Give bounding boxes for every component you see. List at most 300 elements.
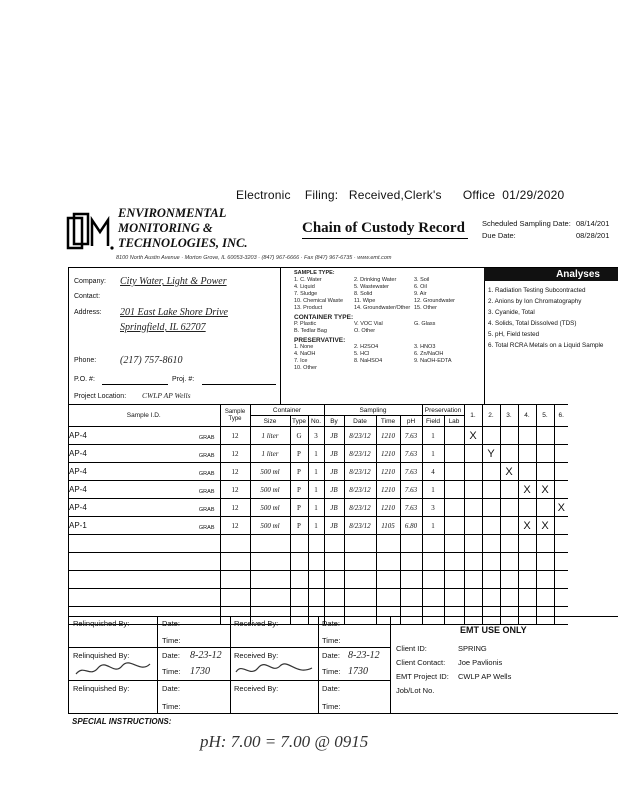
- sample-id-cell: [68, 499, 220, 517]
- empty-cell: [344, 571, 376, 589]
- divider: [390, 616, 391, 714]
- table-row: [68, 589, 568, 607]
- analysis-mark: [518, 427, 536, 445]
- legend-item: 8. NaHSO4: [354, 358, 383, 364]
- date-label: Date:: [322, 651, 340, 660]
- footer-top-rule: [68, 616, 618, 617]
- legend-item: 9. NaOH-EDTA: [414, 358, 452, 364]
- time-label: Time:: [322, 667, 341, 676]
- empty-cell: [554, 535, 568, 553]
- analysis-item: 2. Anions by Ion Chromatography: [488, 298, 582, 305]
- cell-ph: 7.63: [400, 463, 422, 481]
- sample-table: [68, 404, 568, 625]
- cell-ctype: P: [290, 445, 308, 463]
- analysis-mark: [536, 499, 554, 517]
- empty-cell: [250, 553, 290, 571]
- table-row: [68, 535, 568, 553]
- legend-item: 11. Wipe: [354, 298, 376, 304]
- cell-field: 1: [422, 517, 444, 535]
- legend-item: 10. Other: [294, 365, 317, 371]
- analysis-item: 1. Radiation Testing Subcontracted: [488, 287, 586, 294]
- cell-size: 1 liter: [250, 427, 290, 445]
- table-row: [68, 571, 568, 589]
- cell-no: 1: [308, 517, 324, 535]
- relinquished-time-value: 1730: [190, 666, 210, 677]
- phone-value: (217) 757-8610: [120, 355, 183, 366]
- legend-item: 7. Sludge: [294, 291, 318, 297]
- date-label: Date:: [322, 619, 340, 628]
- sample-type-legend: [294, 270, 464, 372]
- analysis-mark: X: [500, 463, 518, 481]
- sample-id-cell: [68, 481, 220, 499]
- cell-ctype: P: [290, 481, 308, 499]
- signature-icon: [232, 660, 316, 680]
- col-ph: pH: [400, 416, 422, 427]
- analysis-mark: X: [536, 481, 554, 499]
- cell-stype: 12: [220, 499, 250, 517]
- location-value: CWLP AP Wells: [142, 391, 191, 400]
- empty-cell: [68, 535, 220, 553]
- cell-date: 8/23/12: [344, 499, 376, 517]
- cell-ph: 7.63: [400, 427, 422, 445]
- cell-field: 4: [422, 463, 444, 481]
- col-analysis-3: 3.: [500, 405, 518, 427]
- analysis-mark: [554, 427, 568, 445]
- received-date-value: 8-23-12: [348, 650, 380, 661]
- legend-item: 1. None: [294, 344, 314, 350]
- signature-icon: [70, 660, 156, 680]
- analysis-mark: [536, 427, 554, 445]
- analysis-mark: [482, 517, 500, 535]
- empty-cell: [250, 571, 290, 589]
- cell-by: JB: [324, 499, 344, 517]
- cell-ctype: P: [290, 463, 308, 481]
- emt-logo-icon: [66, 212, 114, 252]
- cell-lab: [444, 481, 464, 499]
- sample-id: AP-1: [69, 520, 87, 530]
- analysis-mark: [482, 499, 500, 517]
- time-label: Time:: [162, 636, 181, 645]
- cell-ph: 6.80: [400, 517, 422, 535]
- cell-date: 8/23/12: [344, 481, 376, 499]
- legend-item: 2. H2SO4: [354, 344, 379, 350]
- col-size: Size: [250, 416, 290, 427]
- cell-time: 1210: [376, 427, 400, 445]
- cell-date: 8/23/12: [344, 463, 376, 481]
- received-label: Received By:: [234, 619, 279, 628]
- cell-date: 8/23/12: [344, 427, 376, 445]
- cell-lab: [444, 517, 464, 535]
- sample-id: AP-4: [69, 466, 87, 476]
- company-value: City Water, Light & Power: [120, 276, 227, 287]
- job-lot-label: Job/Lot No.: [396, 686, 435, 695]
- time-label: Time:: [322, 636, 341, 645]
- relinquished-date-value: 8-23-12: [190, 650, 222, 661]
- empty-cell: [290, 571, 308, 589]
- empty-cell: [444, 589, 464, 607]
- empty-cell: [400, 535, 422, 553]
- phone-label: Phone:: [74, 357, 97, 364]
- table-row: [68, 517, 568, 535]
- legend-item: V. VOC Vial: [354, 321, 383, 327]
- empty-cell: [376, 553, 400, 571]
- legend-item: 4. Liquid: [294, 284, 315, 290]
- col-analysis-6: 6.: [554, 405, 568, 427]
- legend-item: G. Glass: [414, 321, 436, 327]
- empty-cell: [344, 553, 376, 571]
- cell-ph: 7.63: [400, 445, 422, 463]
- col-lab: Lab: [444, 416, 464, 427]
- empty-cell: [422, 553, 444, 571]
- empty-cell: [554, 571, 568, 589]
- col-date: Date: [344, 416, 376, 427]
- col-sampling: Sampling: [324, 405, 422, 416]
- empty-cell: [376, 571, 400, 589]
- empty-cell: [68, 571, 220, 589]
- empty-cell: [220, 535, 250, 553]
- analysis-mark: [518, 445, 536, 463]
- empty-cell: [376, 535, 400, 553]
- relinquished-label: Relinquished By:: [73, 619, 130, 628]
- client-contact-label: Client Contact:: [396, 658, 446, 667]
- proj-line: [202, 384, 276, 385]
- empty-cell: [464, 535, 482, 553]
- empty-cell: [482, 535, 500, 553]
- sample-id-cell: [68, 517, 220, 535]
- received-time-value: 1730: [348, 666, 368, 677]
- relinquished-label: Relinquished By:: [73, 651, 130, 660]
- empty-cell: [518, 571, 536, 589]
- legend-item: 5. HCl: [354, 351, 370, 357]
- legend-item: 9. Air: [414, 291, 427, 297]
- empty-cell: [482, 571, 500, 589]
- special-instructions-label: SPECIAL INSTRUCTIONS:: [72, 717, 172, 726]
- company-address: 8100 North Austin Avenue · Morton Grove, IL 60053-3203 · (847) 967-6666 · Fax (847) 967-6735 · www.emt.com: [116, 255, 392, 261]
- cell-no: 3: [308, 427, 324, 445]
- col-sample-type: Sample Type: [220, 405, 250, 427]
- empty-cell: [554, 553, 568, 571]
- cell-by: JB: [324, 481, 344, 499]
- received-label: Received By:: [234, 651, 279, 660]
- empty-cell: [518, 535, 536, 553]
- empty-cell: [290, 553, 308, 571]
- cell-field: 3: [422, 499, 444, 517]
- empty-cell: [400, 571, 422, 589]
- empty-cell: [308, 571, 324, 589]
- location-label: Project Location:: [74, 393, 127, 400]
- client-contact-value: Joe Pavlionis: [458, 658, 503, 667]
- empty-cell: [444, 571, 464, 589]
- divider: [484, 267, 485, 404]
- empty-cell: [308, 535, 324, 553]
- cell-field: 1: [422, 481, 444, 499]
- cell-date: 8/23/12: [344, 517, 376, 535]
- empty-cell: [554, 589, 568, 607]
- empty-cell: [464, 553, 482, 571]
- address-line1: 201 East Lake Shore Drive: [120, 307, 228, 318]
- cell-field: 1: [422, 445, 444, 463]
- grab-label: GRAB: [198, 434, 215, 441]
- cell-time: 1210: [376, 463, 400, 481]
- analyses-list: [488, 285, 603, 351]
- project-id-label: EMT Project ID:: [396, 672, 449, 681]
- po-label: P.O. #:: [74, 376, 95, 383]
- analysis-mark: [464, 499, 482, 517]
- date-label: Date:: [162, 651, 180, 660]
- legend-item: 15. Other: [414, 305, 437, 311]
- cell-lab: [444, 499, 464, 517]
- cell-size: 1 liter: [250, 445, 290, 463]
- analysis-mark: [536, 463, 554, 481]
- ph-note: pH: 7.00 = 7.00 @ 0915: [200, 732, 369, 751]
- analysis-mark: [500, 517, 518, 535]
- legend-item: 13. Product: [294, 305, 323, 311]
- address-label: Address:: [74, 309, 102, 316]
- empty-cell: [250, 589, 290, 607]
- analysis-mark: [518, 499, 536, 517]
- empty-cell: [500, 553, 518, 571]
- cell-no: 1: [308, 499, 324, 517]
- empty-cell: [290, 535, 308, 553]
- empty-cell: [376, 589, 400, 607]
- footer-rule: [68, 647, 390, 648]
- empty-cell: [400, 553, 422, 571]
- due-date-label: Due Date:: [482, 231, 516, 240]
- legend-item: 1. C. Water: [294, 277, 322, 283]
- empty-cell: [536, 571, 554, 589]
- grab-label: GRAB: [198, 524, 215, 531]
- legend-item: 7. Ice: [294, 358, 308, 364]
- divider: [318, 616, 319, 714]
- empty-cell: [536, 535, 554, 553]
- analysis-mark: [464, 481, 482, 499]
- empty-cell: [500, 589, 518, 607]
- empty-cell: [482, 553, 500, 571]
- title-underline: [302, 238, 468, 239]
- date-label: Date:: [162, 684, 180, 693]
- legend-item: 10. Chemical Waste: [294, 298, 344, 304]
- legend-item: 3. Soil: [414, 277, 430, 283]
- analysis-item: 4. Solids, Total Dissolved (TDS): [488, 320, 577, 327]
- empty-cell: [344, 535, 376, 553]
- cell-lab: [444, 427, 464, 445]
- cell-date: 8/23/12: [344, 445, 376, 463]
- preservative-title: PRESERVATIVE:: [294, 337, 346, 344]
- cell-stype: 12: [220, 427, 250, 445]
- col-sample-id: Sample I.D.: [68, 405, 220, 427]
- analysis-mark: X: [518, 517, 536, 535]
- sampling-date-label: Scheduled Sampling Date:: [482, 219, 571, 228]
- table-header-row: [68, 405, 568, 416]
- cell-size: 500 ml: [250, 499, 290, 517]
- analysis-mark: [554, 445, 568, 463]
- legend-item: 14. Groundwater/Other: [354, 305, 411, 311]
- empty-cell: [68, 589, 220, 607]
- empty-cell: [324, 553, 344, 571]
- cell-by: JB: [324, 517, 344, 535]
- cell-by: JB: [324, 427, 344, 445]
- date-label: Date:: [322, 684, 340, 693]
- address-line2: Springfield, IL 62707: [120, 322, 206, 333]
- empty-cell: [536, 553, 554, 571]
- cell-time: 1210: [376, 499, 400, 517]
- divider: [280, 267, 281, 404]
- due-date-value: 08/28/201: [576, 231, 610, 240]
- table-row: [68, 553, 568, 571]
- sample-id-cell: [68, 427, 220, 445]
- cell-stype: 12: [220, 517, 250, 535]
- analysis-mark: Y: [482, 445, 500, 463]
- empty-cell: [344, 589, 376, 607]
- analysis-item: 5. pH, Field tested: [488, 331, 540, 338]
- project-id-value: CWLP AP Wells: [458, 672, 512, 681]
- company-name-line: TECHNOLOGIES, INC.: [118, 236, 248, 250]
- col-analysis-2: 2.: [482, 405, 500, 427]
- cell-size: 500 ml: [250, 481, 290, 499]
- empty-cell: [324, 571, 344, 589]
- analysis-mark: [482, 427, 500, 445]
- cell-time: 1105: [376, 517, 400, 535]
- analysis-mark: X: [464, 427, 482, 445]
- cell-no: 1: [308, 445, 324, 463]
- cell-time: 1210: [376, 445, 400, 463]
- analysis-mark: [500, 445, 518, 463]
- analysis-mark: X: [554, 499, 568, 517]
- sample-id: AP-4: [69, 484, 87, 494]
- sample-id: AP-4: [69, 502, 87, 512]
- cell-ph: 7.63: [400, 481, 422, 499]
- cell-size: 500 ml: [250, 463, 290, 481]
- sample-id-cell: [68, 463, 220, 481]
- analysis-mark: [554, 517, 568, 535]
- empty-cell: [422, 589, 444, 607]
- table-row: [68, 499, 568, 517]
- col-preservation: Preservation: [422, 405, 464, 416]
- analysis-mark: [518, 463, 536, 481]
- company-name-line: MONITORING &: [118, 221, 213, 235]
- legend-item: 8. Solid: [354, 291, 373, 297]
- analysis-mark: [536, 445, 554, 463]
- cell-time: 1210: [376, 481, 400, 499]
- footer-rule: [68, 680, 390, 681]
- date-label: Date:: [162, 619, 180, 628]
- col-time: Time: [376, 416, 400, 427]
- legend-item: 5. Wastewater: [354, 284, 389, 290]
- table-row: [68, 445, 568, 463]
- analysis-mark: X: [518, 481, 536, 499]
- empty-cell: [220, 571, 250, 589]
- cell-no: 1: [308, 463, 324, 481]
- empty-cell: [464, 589, 482, 607]
- grab-label: GRAB: [198, 470, 215, 477]
- empty-cell: [518, 553, 536, 571]
- cell-ctype: P: [290, 517, 308, 535]
- client-id-label: Client ID:: [396, 644, 427, 653]
- empty-cell: [444, 553, 464, 571]
- col-analysis-5: 5.: [536, 405, 554, 427]
- analysis-mark: [500, 427, 518, 445]
- company-label: Company:: [74, 278, 106, 285]
- table-row: [68, 463, 568, 481]
- filing-stamp: Electronic Filing: Received,Clerk's Office 01/29/2020: [236, 188, 565, 202]
- time-label: Time:: [322, 702, 341, 711]
- col-no: No.: [308, 416, 324, 427]
- grab-label: GRAB: [198, 506, 215, 513]
- analysis-mark: [554, 463, 568, 481]
- empty-cell: [250, 535, 290, 553]
- empty-cell: [500, 535, 518, 553]
- sample-id: AP-4: [69, 430, 87, 440]
- cell-stype: 12: [220, 463, 250, 481]
- table-row: [68, 481, 568, 499]
- legend-item: 4. NaOH: [294, 351, 316, 357]
- empty-cell: [482, 589, 500, 607]
- col-type: Type: [291, 417, 307, 425]
- legend-item: 12. Groundwater: [414, 298, 455, 304]
- legend-item: 2. Drinking Water: [354, 277, 397, 283]
- sample-id-cell: [68, 445, 220, 463]
- cell-ctype: P: [290, 499, 308, 517]
- po-line: [102, 384, 168, 385]
- sample-type-title: SAMPLE TYPE:: [294, 270, 335, 276]
- analysis-item: 6. Total RCRA Metals on a Liquid Sample: [488, 342, 604, 349]
- empty-cell: [400, 589, 422, 607]
- col-analysis-4: 4.: [518, 405, 536, 427]
- empty-cell: [444, 535, 464, 553]
- col-analysis-1: 1.: [464, 405, 482, 427]
- empty-cell: [308, 589, 324, 607]
- relinquished-label: Relinquished By:: [73, 684, 130, 693]
- cell-stype: 12: [220, 481, 250, 499]
- analysis-item: 3. Cyanide, Total: [488, 309, 535, 316]
- analysis-mark: [464, 463, 482, 481]
- empty-cell: [324, 535, 344, 553]
- legend-item: O. Other: [354, 328, 376, 334]
- proj-label: Proj. #:: [172, 376, 195, 383]
- empty-cell: [518, 589, 536, 607]
- cell-by: JB: [324, 463, 344, 481]
- cell-no: 1: [308, 481, 324, 499]
- analysis-mark: [464, 445, 482, 463]
- analysis-mark: X: [536, 517, 554, 535]
- legend-item: 6. Zn/NaOH: [414, 351, 444, 357]
- analysis-mark: [482, 463, 500, 481]
- form-title: Chain of Custody Record: [302, 220, 465, 236]
- empty-cell: [220, 553, 250, 571]
- time-label: Time:: [162, 667, 181, 676]
- empty-cell: [500, 571, 518, 589]
- cell-ph: 7.63: [400, 499, 422, 517]
- analysis-mark: [500, 481, 518, 499]
- empty-cell: [536, 589, 554, 607]
- col-field: Field: [422, 416, 444, 427]
- time-label: Time:: [162, 702, 181, 711]
- cell-stype: 12: [220, 445, 250, 463]
- legend-item: P. Plastic: [294, 321, 317, 327]
- analysis-mark: [554, 481, 568, 499]
- sampling-date-value: 08/14/201: [576, 219, 610, 228]
- cell-field: 1: [422, 427, 444, 445]
- divider: [230, 616, 231, 714]
- company-name-line: ENVIRONMENTAL: [118, 206, 227, 220]
- empty-cell: [308, 553, 324, 571]
- empty-cell: [68, 553, 220, 571]
- received-label: Received By:: [234, 684, 279, 693]
- company-name: [118, 206, 248, 251]
- analyses-header: Analyses: [484, 268, 618, 281]
- cell-lab: [444, 463, 464, 481]
- cell-ctype: G: [290, 427, 308, 445]
